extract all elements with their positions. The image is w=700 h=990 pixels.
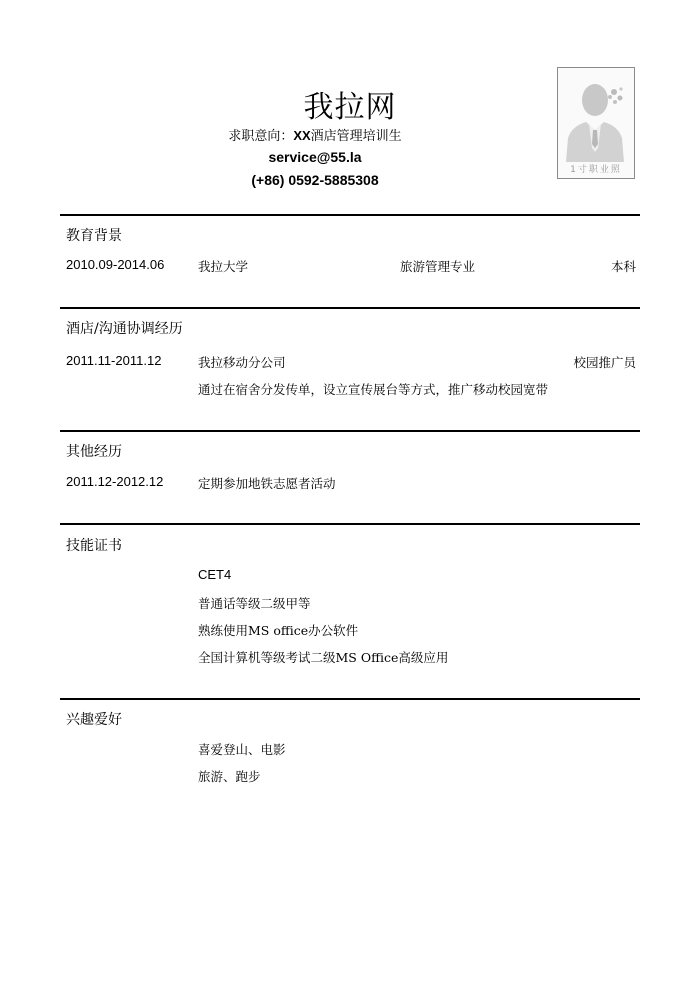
skill-item: 全国计算机等级考试二级MS Office高级应用 [198,650,449,665]
job-intent-bold: XX [293,128,311,143]
job-intent-value: 酒店管理培训生 [310,129,402,144]
hobbies-title: 兴趣爱好 [66,712,122,728]
section-divider [60,214,640,216]
other-title: 其他经历 [66,444,122,460]
contact-phone: (+86) 0592-5885308 [251,172,379,188]
hotel-company: 我拉移动分公司 [198,355,286,370]
job-intent-label: 求职意向： [228,129,294,144]
hotel-desc: 通过在宿舍分发传单，设立宣传展台等方式，推广移动校园宽带 [198,382,549,397]
section-divider [60,523,640,525]
skill-item: CET4 [198,567,232,582]
education-date: 2010.09-2014.06 [66,257,165,272]
education-major: 旅游管理专业 [400,259,476,274]
contact-email: service@55.la [268,149,362,165]
hotel-role: 校园推广员 [573,355,636,370]
section-divider [60,698,640,700]
education-school: 我拉大学 [198,259,249,274]
skills-title: 技能证书 [66,538,122,554]
person-silhouette-icon [558,70,634,166]
other-desc: 定期参加地铁志愿者活动 [198,476,336,491]
section-divider [60,430,640,432]
education-title: 教育背景 [66,228,122,244]
photo-placeholder [557,67,635,179]
hobby-item: 旅游、跑步 [198,769,261,784]
hobby-item: 喜爱登山、电影 [198,742,286,757]
section-divider [60,307,640,309]
skill-item: 熟练使用MS office办公软件 [198,623,359,638]
other-date: 2011.12-2012.12 [66,474,164,489]
job-intent [0,125,630,144]
education-degree: 本科 [610,259,636,274]
photo-caption: 1寸职业照 [570,165,622,175]
resume-name: 我拉网 [303,90,397,125]
hotel-date: 2011.11-2011.12 [66,353,162,368]
skill-item: 普通话等级二级甲等 [198,596,311,611]
hotel-title: 酒店/沟通协调经历 [66,321,183,337]
